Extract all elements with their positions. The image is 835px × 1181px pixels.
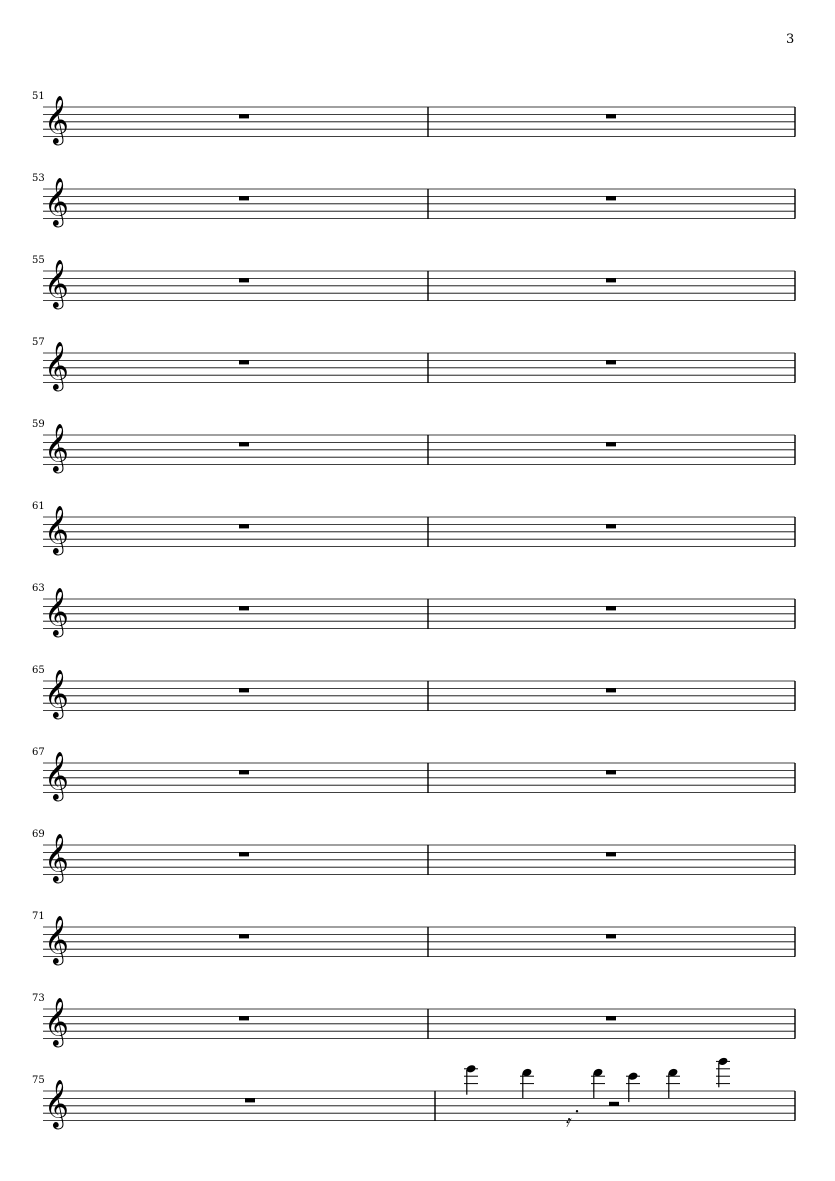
whole-rest-icon	[606, 196, 616, 200]
measure-number: 59	[32, 419, 45, 430]
whole-rest-icon	[239, 114, 249, 118]
staff-system	[32, 747, 795, 802]
measure-number: 75	[32, 1075, 45, 1086]
whole-rest-icon	[239, 278, 249, 282]
staff-system	[32, 993, 795, 1048]
whole-rest-icon	[606, 1016, 616, 1020]
measure-number: 51	[32, 91, 45, 102]
sixteenth-rest-icon: 𝄿	[565, 1111, 570, 1131]
whole-rest-icon	[239, 852, 249, 856]
whole-rest-icon	[606, 606, 616, 610]
measure-number: 55	[32, 255, 45, 266]
whole-rest-icon	[239, 1016, 249, 1020]
whole-rest-icon	[239, 524, 249, 528]
measure-number: 57	[32, 337, 45, 348]
measure-number: 67	[32, 747, 45, 758]
whole-rest-icon	[239, 360, 249, 364]
treble-clef-icon: 𝄞	[44, 586, 69, 636]
whole-rest-icon	[606, 278, 616, 282]
treble-clef-icon: 𝄞	[44, 422, 69, 472]
whole-rest-icon	[606, 770, 616, 774]
whole-rest-icon	[239, 688, 249, 692]
staff-system	[32, 911, 795, 966]
treble-clef-icon: 𝄞	[44, 176, 69, 226]
measure-number: 53	[32, 173, 45, 184]
whole-rest-icon	[606, 688, 616, 692]
treble-clef-icon: 𝄞	[44, 750, 69, 800]
augmentation-dot	[576, 1110, 578, 1112]
treble-clef-icon: 𝄞	[44, 1078, 69, 1128]
staff-system	[32, 337, 795, 392]
whole-rest-icon	[239, 196, 249, 200]
staff-system	[32, 1057, 795, 1131]
whole-rest-icon	[606, 360, 616, 364]
staff-system	[32, 91, 795, 146]
measure-number: 71	[32, 911, 45, 922]
measure-number: 69	[32, 829, 45, 840]
half-rest-icon	[609, 1102, 619, 1106]
treble-clef-icon: 𝄞	[44, 996, 69, 1046]
whole-rest-icon	[239, 606, 249, 610]
whole-rest-icon	[606, 524, 616, 528]
treble-clef-icon: 𝄞	[44, 94, 69, 144]
whole-rest-icon	[606, 934, 616, 938]
staff-system	[32, 665, 795, 720]
staff-system	[32, 173, 795, 228]
staff-system	[32, 501, 795, 556]
measure-number: 61	[32, 501, 45, 512]
page-number: 3	[786, 32, 795, 47]
whole-rest-icon	[245, 1098, 255, 1102]
treble-clef-icon: 𝄞	[44, 668, 69, 718]
whole-rest-icon	[606, 442, 616, 446]
measure-number: 73	[32, 993, 45, 1004]
treble-clef-icon: 𝄞	[44, 340, 69, 390]
measure-number: 63	[32, 583, 45, 594]
treble-clef-icon: 𝄞	[44, 258, 69, 308]
staff-system	[32, 419, 795, 474]
whole-rest-icon	[239, 442, 249, 446]
treble-clef-icon: 𝄞	[44, 914, 69, 964]
measure-number: 65	[32, 665, 45, 676]
staff-system	[32, 255, 795, 310]
whole-rest-icon	[239, 934, 249, 938]
staff-system	[32, 829, 795, 884]
whole-rest-icon	[239, 770, 249, 774]
staff-system	[32, 583, 795, 638]
whole-rest-icon	[606, 114, 616, 118]
whole-rest-icon	[606, 852, 616, 856]
treble-clef-icon: 𝄞	[44, 832, 69, 882]
treble-clef-icon: 𝄞	[44, 504, 69, 554]
